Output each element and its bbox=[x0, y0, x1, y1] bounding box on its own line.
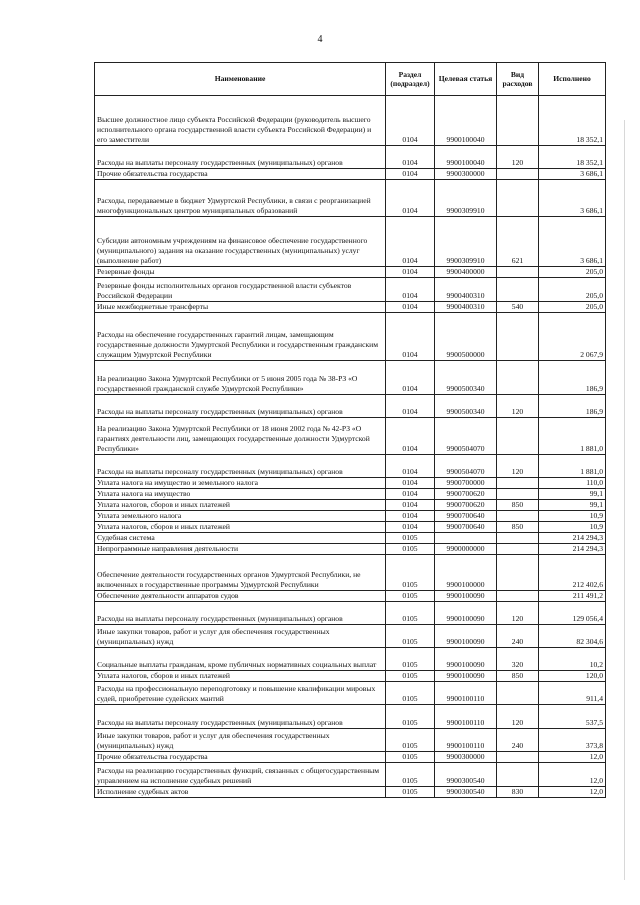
row-type: 120 bbox=[497, 146, 539, 169]
row-section: 0104 bbox=[386, 169, 435, 180]
row-name: Расходы на выплаты персоналу государственных (муниципальных) органов bbox=[95, 602, 386, 625]
row-section: 0105 bbox=[386, 544, 435, 555]
row-type bbox=[497, 511, 539, 522]
row-executed: 186,9 bbox=[539, 361, 606, 395]
row-section: 0105 bbox=[386, 625, 435, 648]
table-row bbox=[95, 602, 606, 625]
row-executed: 18 352,1 bbox=[539, 96, 606, 146]
row-type: 850 bbox=[497, 671, 539, 682]
row-type: 240 bbox=[497, 625, 539, 648]
row-type bbox=[497, 544, 539, 555]
row-target: 9900400310 bbox=[435, 302, 497, 313]
row-section: 0104 bbox=[386, 522, 435, 533]
row-type bbox=[497, 278, 539, 302]
row-type bbox=[497, 180, 539, 217]
table-row bbox=[95, 787, 606, 798]
header-target: Целевая статья bbox=[435, 63, 497, 96]
row-section: 0104 bbox=[386, 478, 435, 489]
row-name: Расходы на реализацию государственных функций, связанных с общегосударственным управлением на исполнение судебных решений bbox=[95, 763, 386, 787]
row-target: 9900400000 bbox=[435, 267, 497, 278]
expenditure-table bbox=[94, 62, 606, 798]
scan-edge-mark bbox=[624, 120, 625, 880]
row-target: 9900300000 bbox=[435, 169, 497, 180]
table-row bbox=[95, 555, 606, 591]
row-type: 120 bbox=[497, 705, 539, 729]
row-type bbox=[497, 267, 539, 278]
row-type bbox=[497, 169, 539, 180]
row-type bbox=[497, 533, 539, 544]
row-section: 0105 bbox=[386, 671, 435, 682]
row-target: 9900700620 bbox=[435, 489, 497, 500]
table-row bbox=[95, 278, 606, 302]
row-executed: 3 686,1 bbox=[539, 169, 606, 180]
row-type: 240 bbox=[497, 729, 539, 752]
row-target: 9900309910 bbox=[435, 180, 497, 217]
table-row bbox=[95, 489, 606, 500]
row-executed: 12,0 bbox=[539, 787, 606, 798]
row-target: 9900100110 bbox=[435, 705, 497, 729]
row-name: Высшее должностное лицо субъекта Российской Федерации (руководитель высшего исполнительного органа государственной власти субъекта Российской Федерации) и его заместители bbox=[95, 96, 386, 146]
row-name: Судебная система bbox=[95, 533, 386, 544]
row-name: Обеспечение деятельности государственных органов Удмуртской Республики, не включенных в государственные программы Удмуртской Республики bbox=[95, 555, 386, 591]
row-target: 9900300540 bbox=[435, 787, 497, 798]
row-target: 9900700620 bbox=[435, 500, 497, 511]
row-section: 0105 bbox=[386, 729, 435, 752]
row-target: 9900504070 bbox=[435, 455, 497, 478]
row-name: Социальные выплаты гражданам, кроме публичных нормативных социальных выплат bbox=[95, 648, 386, 671]
row-section: 0104 bbox=[386, 96, 435, 146]
row-name: Уплата налогов, сборов и иных платежей bbox=[95, 500, 386, 511]
row-section: 0105 bbox=[386, 602, 435, 625]
row-type bbox=[497, 763, 539, 787]
table-row bbox=[95, 511, 606, 522]
row-executed: 205,0 bbox=[539, 278, 606, 302]
row-name: Расходы на профессиональную переподготовку и повышение квалификации мировых судей, приобретение судейских мантий bbox=[95, 682, 386, 705]
table-row bbox=[95, 729, 606, 752]
row-type: 120 bbox=[497, 455, 539, 478]
row-executed: 129 056,4 bbox=[539, 602, 606, 625]
row-section: 0105 bbox=[386, 648, 435, 671]
row-section: 0104 bbox=[386, 500, 435, 511]
row-name: Прочие обязательства государства bbox=[95, 169, 386, 180]
row-section: 0105 bbox=[386, 682, 435, 705]
row-name: Субсидии автономным учреждениям на финансовое обеспечение государственного (муниципального) задания на оказание государственных (муниципальных) услуг (выполнение работ) bbox=[95, 217, 386, 267]
table-row bbox=[95, 682, 606, 705]
row-section: 0104 bbox=[386, 489, 435, 500]
page-number: 4 bbox=[317, 34, 323, 45]
row-target: 9900100040 bbox=[435, 96, 497, 146]
row-executed: 537,5 bbox=[539, 705, 606, 729]
row-section: 0104 bbox=[386, 313, 435, 361]
table-header-row bbox=[95, 63, 606, 96]
row-target: 9900500340 bbox=[435, 361, 497, 395]
row-name: Уплата налога на имущество bbox=[95, 489, 386, 500]
row-executed: 110,0 bbox=[539, 478, 606, 489]
row-executed: 186,9 bbox=[539, 395, 606, 418]
row-name: На реализацию Закона Удмуртской Республики от 18 июня 2002 года № 42-РЗ «О гарантиях деятельности лиц, замещающих государственные должности Удмуртской Республики» bbox=[95, 418, 386, 455]
row-type: 540 bbox=[497, 302, 539, 313]
row-executed: 214 294,3 bbox=[539, 544, 606, 555]
row-name: Прочие обязательства государства bbox=[95, 752, 386, 763]
row-section: 0104 bbox=[386, 267, 435, 278]
row-executed: 10,9 bbox=[539, 522, 606, 533]
table-row bbox=[95, 533, 606, 544]
row-executed: 10,9 bbox=[539, 511, 606, 522]
table-row bbox=[95, 500, 606, 511]
row-section: 0104 bbox=[386, 361, 435, 395]
row-name: Исполнение судебных актов bbox=[95, 787, 386, 798]
row-executed: 12,0 bbox=[539, 752, 606, 763]
row-section: 0105 bbox=[386, 533, 435, 544]
table-row bbox=[95, 96, 606, 146]
row-section: 0105 bbox=[386, 705, 435, 729]
row-type: 830 bbox=[497, 787, 539, 798]
row-target: 9900100110 bbox=[435, 729, 497, 752]
header-type: Вид расходов bbox=[497, 63, 539, 96]
row-target bbox=[435, 533, 497, 544]
row-executed: 10,2 bbox=[539, 648, 606, 671]
row-target: 9900500000 bbox=[435, 313, 497, 361]
table-row bbox=[95, 671, 606, 682]
row-executed: 99,1 bbox=[539, 500, 606, 511]
table-row bbox=[95, 455, 606, 478]
row-type: 120 bbox=[497, 395, 539, 418]
row-executed: 18 352,1 bbox=[539, 146, 606, 169]
row-executed: 120,0 bbox=[539, 671, 606, 682]
row-type bbox=[497, 313, 539, 361]
row-type bbox=[497, 555, 539, 591]
table-row bbox=[95, 395, 606, 418]
row-section: 0104 bbox=[386, 302, 435, 313]
table-row bbox=[95, 648, 606, 671]
row-name: Расходы на выплаты персоналу государственных (муниципальных) органов bbox=[95, 395, 386, 418]
row-name: Обеспечение деятельности аппаратов судов bbox=[95, 591, 386, 602]
row-name: Иные закупки товаров, работ и услуг для обеспечения государственных (муниципальных) нужд bbox=[95, 729, 386, 752]
row-target: 9900500340 bbox=[435, 395, 497, 418]
table-row bbox=[95, 180, 606, 217]
row-section: 0104 bbox=[386, 418, 435, 455]
row-target: 9900100090 bbox=[435, 671, 497, 682]
header-section: Раздел (подраздел) bbox=[386, 63, 435, 96]
table-row bbox=[95, 302, 606, 313]
row-name: Расходы на выплаты персоналу государственных (муниципальных) органов bbox=[95, 455, 386, 478]
row-target: 9900100090 bbox=[435, 602, 497, 625]
row-type bbox=[497, 682, 539, 705]
header-name: Наименование bbox=[95, 63, 386, 96]
row-target: 9900100090 bbox=[435, 648, 497, 671]
row-target: 9900700640 bbox=[435, 511, 497, 522]
row-name: Расходы на выплаты персоналу государственных (муниципальных) органов bbox=[95, 146, 386, 169]
row-section: 0105 bbox=[386, 763, 435, 787]
table-row bbox=[95, 146, 606, 169]
table-row bbox=[95, 763, 606, 787]
row-executed: 1 881,0 bbox=[539, 418, 606, 455]
row-name: Уплата налога на имущество и земельного налога bbox=[95, 478, 386, 489]
table-row bbox=[95, 478, 606, 489]
header-executed: Исполнено bbox=[539, 63, 606, 96]
row-target: 9900400310 bbox=[435, 278, 497, 302]
table-row bbox=[95, 418, 606, 455]
row-target: 9900100090 bbox=[435, 591, 497, 602]
row-executed: 82 304,6 bbox=[539, 625, 606, 648]
table-row bbox=[95, 705, 606, 729]
row-name: Резервные фонды bbox=[95, 267, 386, 278]
row-name: Непрограммные направления деятельности bbox=[95, 544, 386, 555]
row-name: Иные межбюджетные трансферты bbox=[95, 302, 386, 313]
row-section: 0104 bbox=[386, 395, 435, 418]
row-executed: 3 686,1 bbox=[539, 180, 606, 217]
row-executed: 212 402,6 bbox=[539, 555, 606, 591]
row-target: 9900100000 bbox=[435, 555, 497, 591]
table-row bbox=[95, 267, 606, 278]
row-executed: 205,0 bbox=[539, 267, 606, 278]
table-row bbox=[95, 217, 606, 267]
row-target: 9900300000 bbox=[435, 752, 497, 763]
row-target: 9900700640 bbox=[435, 522, 497, 533]
row-executed: 2 067,9 bbox=[539, 313, 606, 361]
row-name: Уплата налогов, сборов и иных платежей bbox=[95, 522, 386, 533]
table-row bbox=[95, 361, 606, 395]
row-target: 9900300540 bbox=[435, 763, 497, 787]
row-section: 0105 bbox=[386, 591, 435, 602]
row-section: 0105 bbox=[386, 752, 435, 763]
table-row bbox=[95, 313, 606, 361]
table-row bbox=[95, 544, 606, 555]
row-type: 621 bbox=[497, 217, 539, 267]
row-executed: 99,1 bbox=[539, 489, 606, 500]
row-name: Уплата налогов, сборов и иных платежей bbox=[95, 671, 386, 682]
row-type: 320 bbox=[497, 648, 539, 671]
table-row bbox=[95, 752, 606, 763]
row-executed: 211 491,2 bbox=[539, 591, 606, 602]
row-executed: 911,4 bbox=[539, 682, 606, 705]
row-type: 850 bbox=[497, 500, 539, 511]
row-section: 0104 bbox=[386, 278, 435, 302]
table-row bbox=[95, 169, 606, 180]
row-executed: 3 686,1 bbox=[539, 217, 606, 267]
row-type: 850 bbox=[497, 522, 539, 533]
row-type bbox=[497, 591, 539, 602]
row-executed: 12,0 bbox=[539, 763, 606, 787]
row-executed: 373,8 bbox=[539, 729, 606, 752]
row-section: 0104 bbox=[386, 455, 435, 478]
row-type: 120 bbox=[497, 602, 539, 625]
row-executed: 214 294,3 bbox=[539, 533, 606, 544]
row-type bbox=[497, 361, 539, 395]
table-row bbox=[95, 591, 606, 602]
row-target: 9900700000 bbox=[435, 478, 497, 489]
row-target: 9900100110 bbox=[435, 682, 497, 705]
row-name: На реализацию Закона Удмуртской Республики от 5 июня 2005 года № 38-РЗ «О государственной гражданской службе Удмуртской Республики» bbox=[95, 361, 386, 395]
row-type bbox=[497, 478, 539, 489]
row-type bbox=[497, 752, 539, 763]
row-target: 9900309910 bbox=[435, 217, 497, 267]
row-section: 0104 bbox=[386, 146, 435, 169]
row-section: 0104 bbox=[386, 217, 435, 267]
row-name: Уплата земельного налога bbox=[95, 511, 386, 522]
row-target: 9900100040 bbox=[435, 146, 497, 169]
row-section: 0104 bbox=[386, 180, 435, 217]
row-type bbox=[497, 418, 539, 455]
row-name: Иные закупки товаров, работ и услуг для обеспечения государственных (муниципальных) нужд bbox=[95, 625, 386, 648]
row-name: Расходы на выплаты персоналу государственных (муниципальных) органов bbox=[95, 705, 386, 729]
row-name: Расходы на обеспечение государственных гарантий лицам, замещающим государственные должности Удмуртской Республики и государственным гражданским служащим Удмуртской Республики bbox=[95, 313, 386, 361]
row-section: 0104 bbox=[386, 511, 435, 522]
row-executed: 1 881,0 bbox=[539, 455, 606, 478]
row-type bbox=[497, 96, 539, 146]
row-name: Расходы, передаваемые в бюджет Удмуртской Республики, в связи с реорганизацией многофункциональных центров муниципальных образований bbox=[95, 180, 386, 217]
row-target: 9900504070 bbox=[435, 418, 497, 455]
row-executed: 205,0 bbox=[539, 302, 606, 313]
row-type bbox=[497, 489, 539, 500]
table-row bbox=[95, 522, 606, 533]
table-row bbox=[95, 625, 606, 648]
row-section: 0105 bbox=[386, 555, 435, 591]
row-name: Резервные фонды исполнительных органов государственной власти субъектов Российской Федерации bbox=[95, 278, 386, 302]
row-section: 0105 bbox=[386, 787, 435, 798]
row-target: 9900100090 bbox=[435, 625, 497, 648]
row-target: 9900000000 bbox=[435, 544, 497, 555]
